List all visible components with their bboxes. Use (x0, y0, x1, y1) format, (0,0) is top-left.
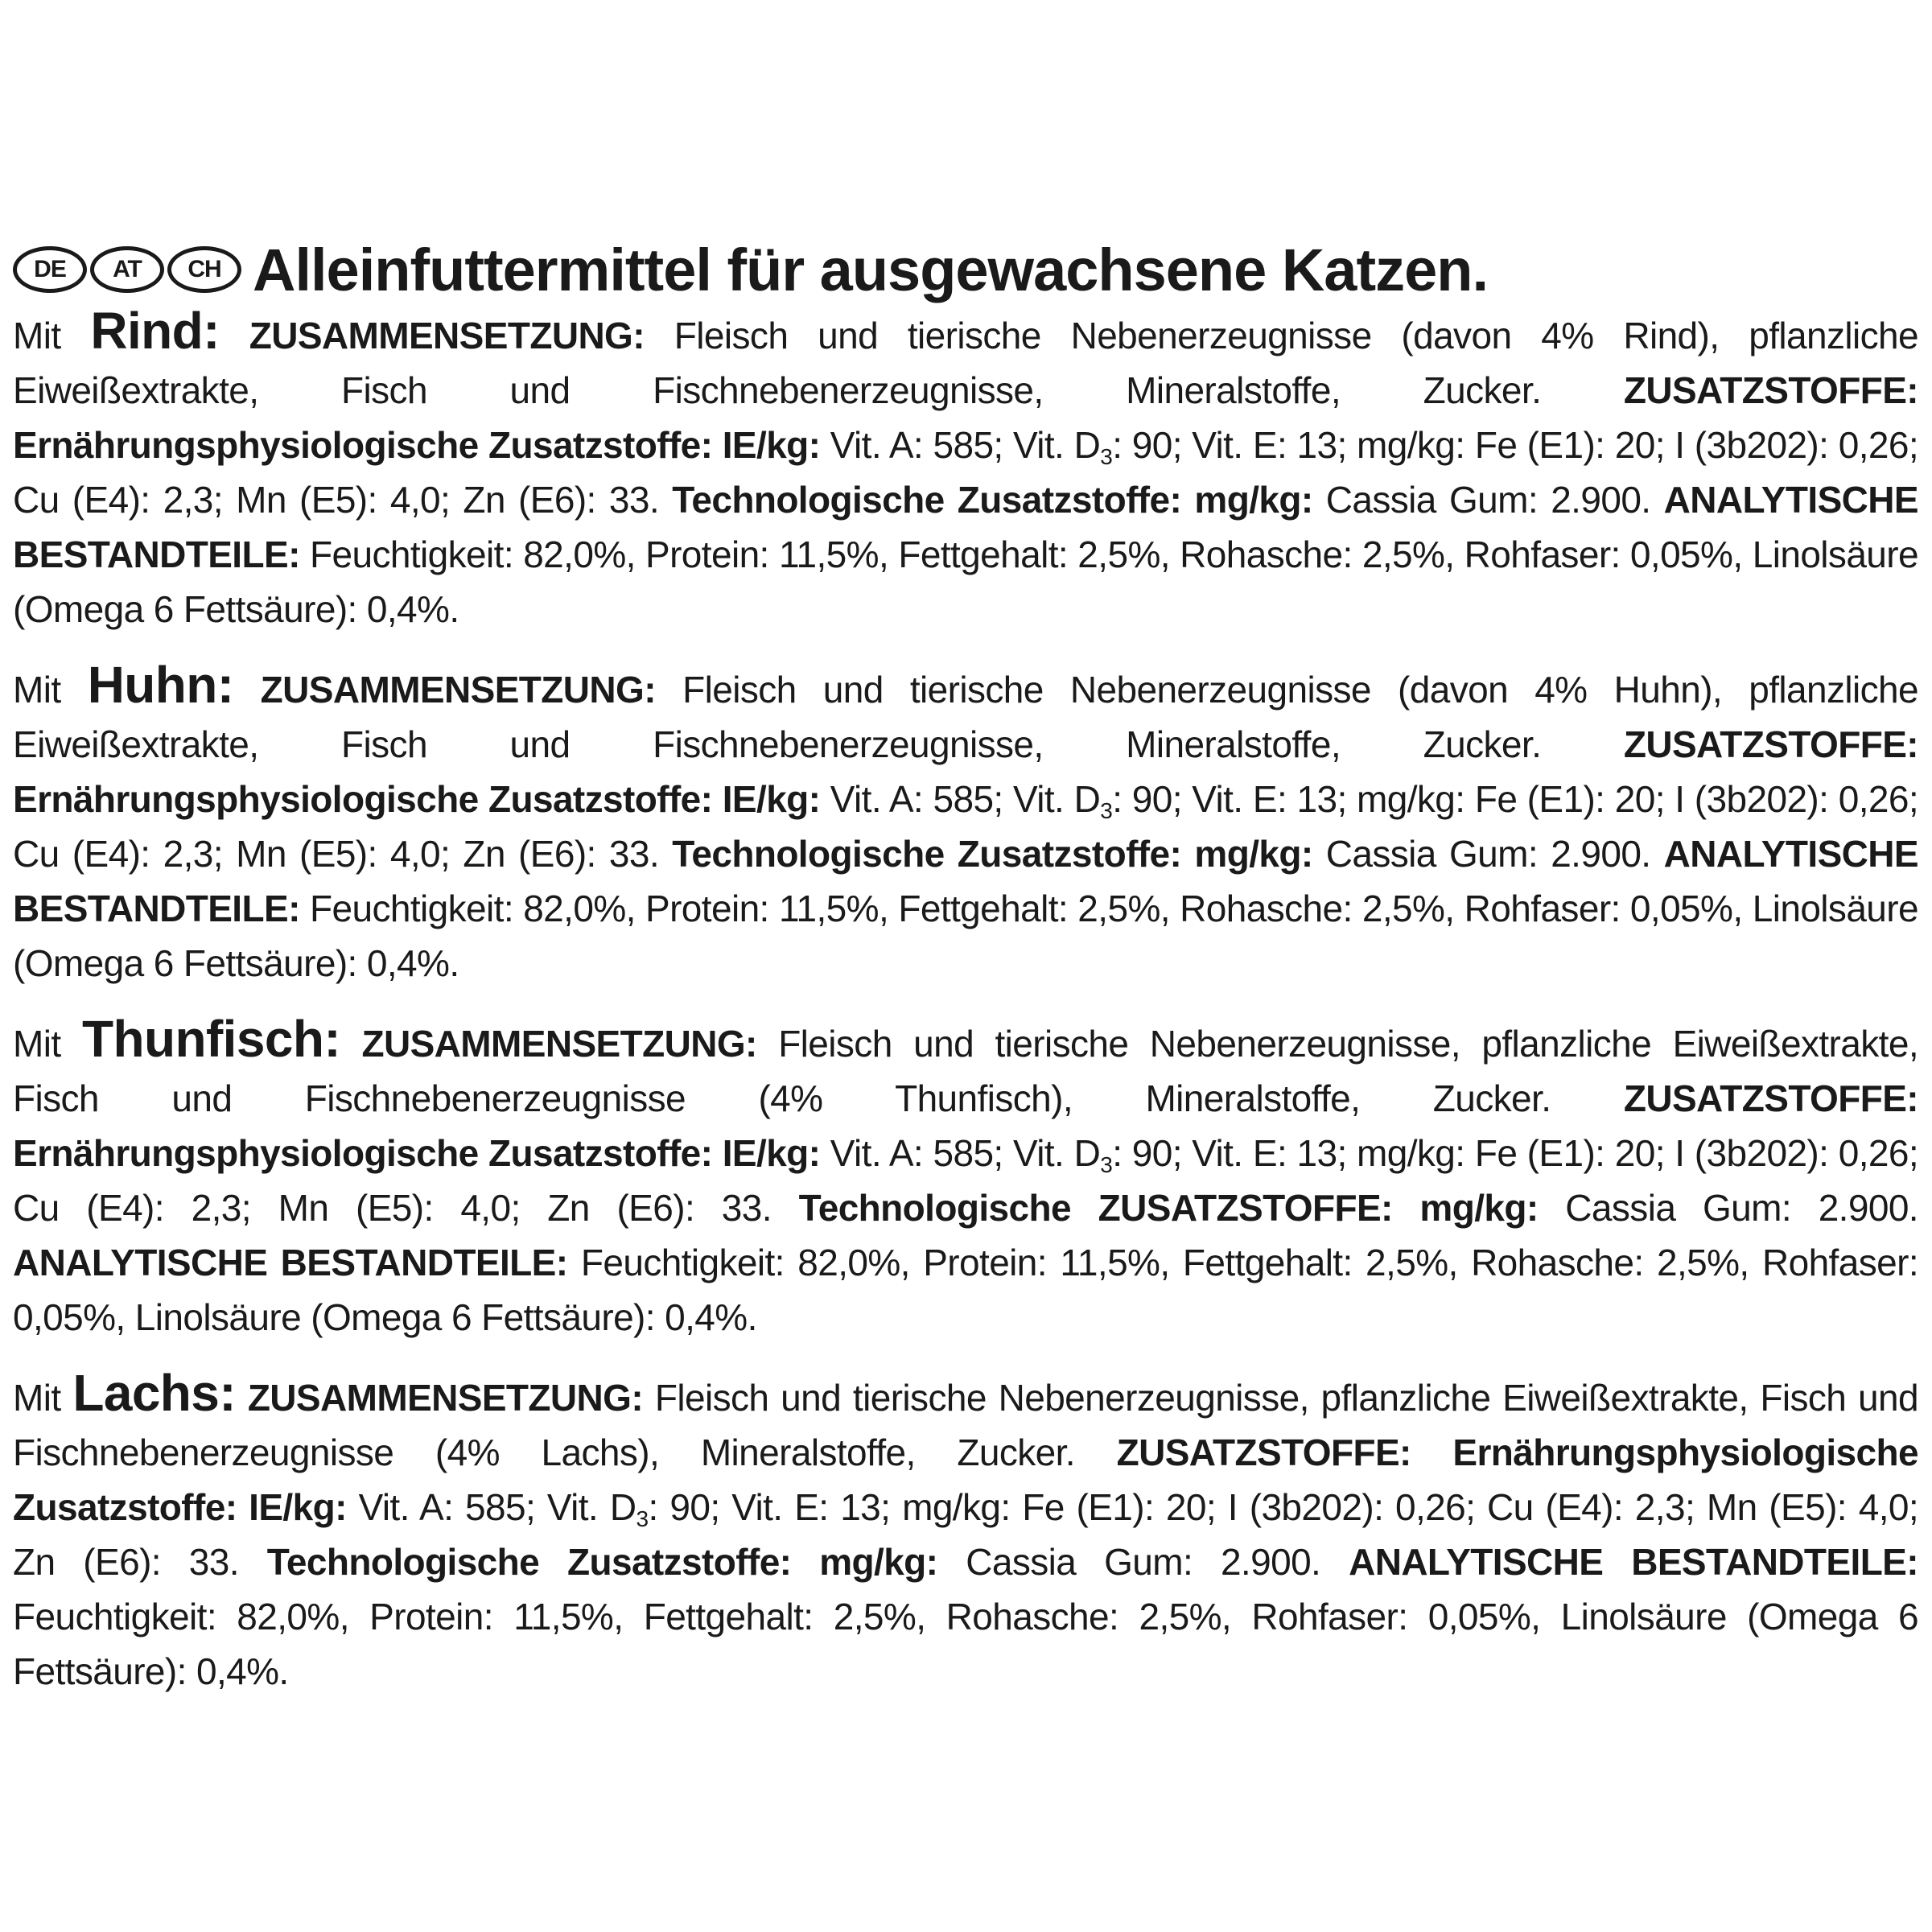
variety-name: Huhn: (87, 656, 234, 714)
zusammensetzung-label: ZUSAMMENSETZUNG: (249, 315, 645, 356)
section-rind (13, 303, 1918, 636)
section-huhn (13, 657, 1918, 991)
ernaehrung-label: Ernährungsphysiologische Zusatzstoffe: IE/kg: (13, 424, 821, 466)
minerals-text: mg/kg: Fe (E1): 20; I (3b202): 0,26; Cu (E4): 2,3; Mn (E5): 4,0; Zn (E6): 33. (13, 1486, 1919, 1583)
minerals-text: mg/kg: Fe (E1): 20; I (3b202): 0,26; Cu (E4): 2,3; Mn (E5): 4,0; Zn (E6): 33. (13, 778, 1919, 875)
vitamins-text: Vit. A: 585; Vit. $D_3$: 90; Vit. E: 13; (830, 778, 1347, 823)
ernaehrung-label: Ernährungsphysiologische Zusatzstoffe: IE/kg: (13, 778, 821, 820)
techno-label: Technologische Zusatzstoffe: mg/kg: (672, 479, 1313, 521)
zusammensetzung-label: ZUSAMMENSETZUNG: (260, 669, 656, 711)
section-prefix: Mit (13, 1377, 61, 1419)
zusammensetzung-label: ZUSAMMENSETZUNG: (247, 1377, 644, 1419)
section-thunfisch (13, 1011, 1918, 1345)
country-badges (13, 246, 241, 293)
analytische-text: Feuchtigkeit: 82,0%, Protein: 11,5%, Fettgehalt: 2,5%, Rohasche: 2,5%, Rohfaser: 0,05%, Linolsäure (Omega 6 Fettsäure): 0,4%. (13, 888, 1918, 984)
analytische-text: Feuchtigkeit: 82,0%, Protein: 11,5%, Fettgehalt: 2,5%, Rohasche: 2,5%, Rohfaser: 0,05%, Linolsäure (Omega 6 Fettsäure): 0,4%. (13, 533, 1918, 630)
label-title: Alleinfuttermittel für ausgewachsene Katzen. (253, 236, 1489, 303)
analytische-label: ANALYTISCHE BESTANDTEILE: (13, 479, 1918, 575)
zusammensetzung-text: Fleisch und tierische Nebenerzeugnisse (davon 4% Rind), pflanzliche Eiweißextrakte, Fisch und Fischnebenerzeugnisse, Mineralstoffe, Zucker. (13, 315, 1919, 411)
variety-name: Lachs: (72, 1364, 237, 1422)
feeding-label (13, 237, 1918, 1720)
ernaehrung-label: Ernährungsphysiologische Zusatzstoffe: IE/kg: (13, 1132, 821, 1174)
zusammensetzung-label: ZUSAMMENSETZUNG: (361, 1023, 757, 1065)
analytische-label: ANALYTISCHE BESTANDTEILE: (13, 833, 1918, 929)
analytische-label: ANALYTISCHE BESTANDTEILE: (1349, 1541, 1918, 1583)
zusatzstoffe-label: ZUSATZSTOFFE: (1623, 1077, 1918, 1119)
analytische-text: Feuchtigkeit: 82,0%, Protein: 11,5%, Fettgehalt: 2,5%, Rohasche: 2,5%, Rohfaser: 0,05%, Linolsäure (Omega 6 Fettsäure): 0,4%. (13, 1242, 1919, 1338)
techno-label: Technologische Zusatzstoffe: mg/kg: (672, 833, 1313, 875)
vitamins-text: Vit. A: 585; Vit. $D_3$: 90; Vit. E: 13; (830, 1132, 1347, 1177)
country-badge-de: DE (13, 246, 87, 293)
variety-name: Rind: (90, 302, 220, 360)
zusatzstoffe-label: ZUSATZSTOFFE: (1623, 369, 1918, 411)
analytische-text: Feuchtigkeit: 82,0%, Protein: 11,5%, Fettgehalt: 2,5%, Rohasche: 2,5%, Rohfaser: 0,05%, Linolsäure (Omega 6 Fettsäure): 0,4%. (13, 1596, 1918, 1692)
section-prefix: Mit (13, 315, 61, 356)
minerals-text: mg/kg: Fe (E1): 20; I (3b202): 0,26; Cu (E4): 2,3; Mn (E5): 4,0; Zn (E6): 33. (13, 424, 1919, 521)
vitamins-text: Vit. A: 585; Vit. $D_3$: 90; Vit. E: 13; (358, 1486, 891, 1531)
zusammensetzung-text: Fleisch und tierische Nebenerzeugnisse, pflanzliche Eiweißextrakte, Fisch und Fischnebenerzeugnisse (4% Thunfisch), Mineralstoffe, Zucker. (13, 1023, 1919, 1119)
zusammensetzung-text: Fleisch und tierische Nebenerzeugnisse, pflanzliche Eiweißextrakte, Fisch und Fischnebenerzeugnisse (4% Lachs), Mineralstoffe, Zucker. (13, 1377, 1918, 1473)
techno-text: Cassia Gum: 2.900. (1325, 833, 1651, 875)
minerals-text: mg/kg: Fe (E1): 20; I (3b202): 0,26; Cu (E4): 2,3; Mn (E5): 4,0; Zn (E6): 33. (13, 1132, 1919, 1229)
zusatzstoffe-label: ZUSATZSTOFFE: (1116, 1431, 1411, 1473)
techno-text: Cassia Gum: 2.900. (1565, 1187, 1918, 1229)
ernaehrung-label: Ernährungsphysiologische Zusatzstoffe: IE/kg: (13, 1431, 1918, 1528)
techno-text: Cassia Gum: 2.900. (1325, 479, 1651, 521)
section-lachs (13, 1366, 1918, 1699)
section-prefix: Mit (13, 1023, 61, 1065)
section-prefix: Mit (13, 669, 61, 711)
country-badge-ch: CH (167, 246, 241, 293)
zusatzstoffe-label: ZUSATZSTOFFE: (1623, 723, 1918, 765)
techno-label: Technologische ZUSATZSTOFFE: mg/kg: (798, 1187, 1539, 1229)
zusammensetzung-text: Fleisch und tierische Nebenerzeugnisse (davon 4% Huhn), pflanzliche Eiweißextrakte, Fisch und Fischnebenerzeugnisse, Mineralstoffe, Zucker. (13, 669, 1919, 765)
variety-name: Thunfisch: (81, 1010, 341, 1068)
analytische-label: ANALYTISCHE BESTANDTEILE: (13, 1242, 568, 1283)
techno-text: Cassia Gum: 2.900. (966, 1541, 1321, 1583)
techno-label: Technologische Zusatzstoffe: mg/kg: (266, 1541, 938, 1583)
label-header (13, 237, 1918, 302)
vitamins-text: Vit. A: 585; Vit. $D_3$: 90; Vit. E: 13; (830, 424, 1347, 469)
country-badge-at: AT (90, 246, 164, 293)
